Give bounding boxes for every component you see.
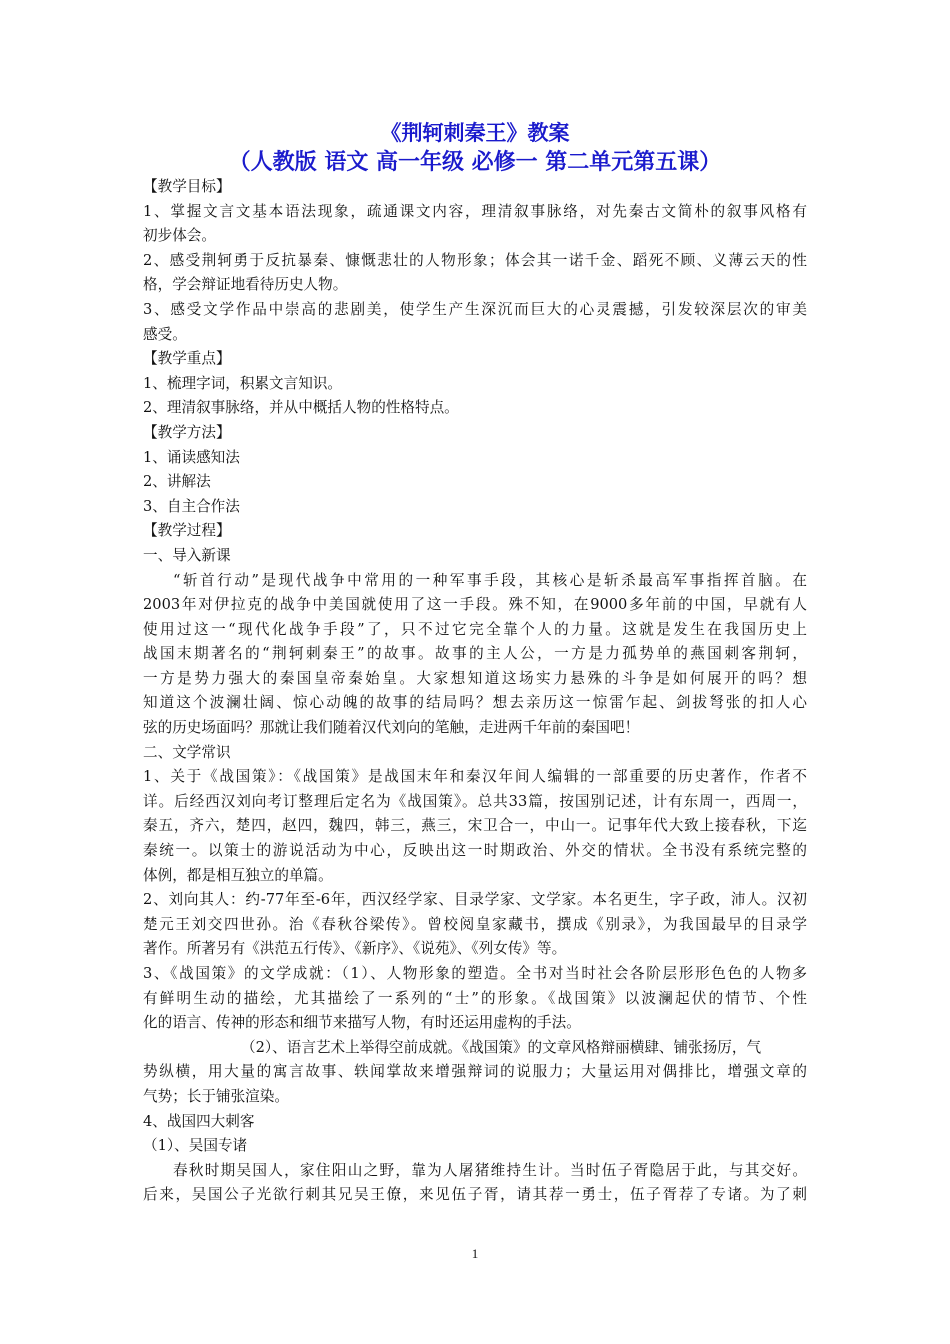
- text-line: 3、感受文学作品中崇高的悲剧美，使学生产生深沉而巨大的心灵震撼，引发较深层次的审美: [143, 300, 807, 318]
- text-line: 3、《战国策》的文学成就：（1）、人物形象的塑造。全书对当时社会各阶层形形色色的人物多: [143, 965, 807, 982]
- section-heading-process: 【教学过程】: [143, 522, 231, 540]
- text-line: 楚元王刘交四世孙。治《春秋谷梁传》。曾校阅皇家藏书，撰成《别录》，为我国最早的目录学: [143, 915, 807, 933]
- text-line: （1）、吴国专诸: [143, 1137, 248, 1155]
- text-line: 弦的历史场面吗？那就让我们随着汉代刘向的笔触，走进两千年前的秦国吧！: [143, 719, 640, 737]
- subsection-heading: 一、导入新课: [143, 546, 231, 564]
- text-line: 秦统一。以策士的游说活动为中心，反映出这一时期政治、外交的情状。全书没有系统完整的: [143, 842, 807, 860]
- document-title: 《荆轲刺秦王》教案: [380, 121, 570, 145]
- text-line: “斩首行动”是现代战争中常用的一种军事手段，其核心是斩杀最高军事指挥首脑。在: [173, 571, 807, 589]
- text-line: 2003年对伊拉克的战争中美国就使用了这一手段。殊不知，在9000多年前的中国，早就有人: [143, 596, 807, 614]
- text-line: 一方是势力强大的秦国皇帝秦始皇。大家想知道这场实力悬殊的斗争是如何展开的吗？想: [143, 669, 807, 687]
- text-line: 化的语言、传神的形态和细节来描写人物，有时还运用虚构的手法。: [143, 1014, 581, 1032]
- text-line: 1、关于《战国策》：《战国策》是战国末年和秦汉年间人编辑的一部重要的历史著作，作者不: [143, 768, 807, 786]
- text-line: 2、讲解法: [143, 473, 211, 491]
- text-line: 3、自主合作法: [143, 497, 240, 515]
- section-heading-key-points: 【教学重点】: [143, 350, 231, 368]
- section-heading-objectives: 【教学目标】: [143, 178, 231, 195]
- text-line: 格，学会辩证地看待历史人物。: [143, 276, 348, 294]
- text-line: 详。后经西汉刘向考订整理后定名为《战国策》。总共33篇，按国别记述，计有东周一，西周一，: [143, 792, 807, 810]
- text-line: 初步体会。: [143, 227, 216, 245]
- text-line: 著作。所著另有《洪范五行传》、《新序》、《说苑》、《列女传》等。: [143, 940, 567, 958]
- text-line: 1、诵读感知法: [143, 448, 240, 466]
- text-line: 知道这个波澜壮阔、惊心动魄的故事的结局吗？想去亲历这一惊雷乍起、剑拔弩张的扣人心: [143, 694, 807, 712]
- page-number: 1: [471, 1246, 479, 1261]
- text-line: 使用过这一“现代化战争手段”了，只不过它完全靠个人的力量。这就是发生在我国历史上: [143, 620, 807, 638]
- document-subtitle: （人教版 语文 高一年级 必修一 第二单元第五课）: [228, 150, 722, 175]
- text-line: 气势；长于铺张渲染。: [143, 1087, 289, 1105]
- text-line: 后来，吴国公子光欲行刺其兄吴王僚，来见伍子胥，请其荐一勇士，伍子胥荐了专诸。为了刺: [143, 1186, 807, 1204]
- text-line: 战国末期著名的“荆轲刺秦王”的故事。故事的主人公，一方是力孤势单的燕国刺客荆轲，: [143, 645, 807, 663]
- text-line: 1、梳理字词，积累文言知识。: [143, 374, 343, 392]
- subsection-heading: 二、文学常识: [143, 743, 231, 761]
- text-line: 2、理清叙事脉络，并从中概括人物的性格特点。: [143, 399, 459, 417]
- subsection-heading: 4、战国四大刺客: [143, 1112, 255, 1130]
- text-line: 秦五，齐六，楚四，赵四，魏四，韩三，燕三，宋卫合一，中山一。记事年代大致上接春秋，下迄: [143, 817, 807, 835]
- text-line: 2、刘向其人：约-77年至-6年，西汉经学家、目录学家、文学家。本名更生，字子政，沛人。汉初: [143, 891, 807, 909]
- text-line: 春秋时期吴国人，家住阳山之野，靠为人屠猪维持生计。当时伍子胥隐居于此，与其交好。: [173, 1161, 807, 1179]
- text-line: 体例，都是相互独立的单篇。: [143, 866, 333, 884]
- section-heading-methods: 【教学方法】: [143, 423, 231, 441]
- text-line: 2、感受荆轲勇于反抗暴秦、慷慨悲壮的人物形象；体会其一诺千金、蹈死不顾、义薄云天的性: [143, 251, 807, 269]
- text-line: （2）、语言艺术上举得空前成就。《战国策》的文章风格辩丽横肆、铺张扬厉，气: [241, 1038, 762, 1056]
- text-line: 势纵横，用大量的寓言故事、轶闻掌故来增强辩词的说服力；大量运用对偶排比，增强文章的: [143, 1063, 807, 1081]
- text-line: 有鲜明生动的描绘，尤其描绘了一系列的“士”的形象。《战国策》以波澜起伏的情节、个性: [143, 989, 807, 1007]
- text-line: 1、掌握文言文基本语法现象，疏通课文内容，理清叙事脉络，对先秦古文简朴的叙事风格有: [143, 202, 807, 220]
- text-line: 感受。: [143, 325, 187, 343]
- document-body: [143, 175, 807, 1208]
